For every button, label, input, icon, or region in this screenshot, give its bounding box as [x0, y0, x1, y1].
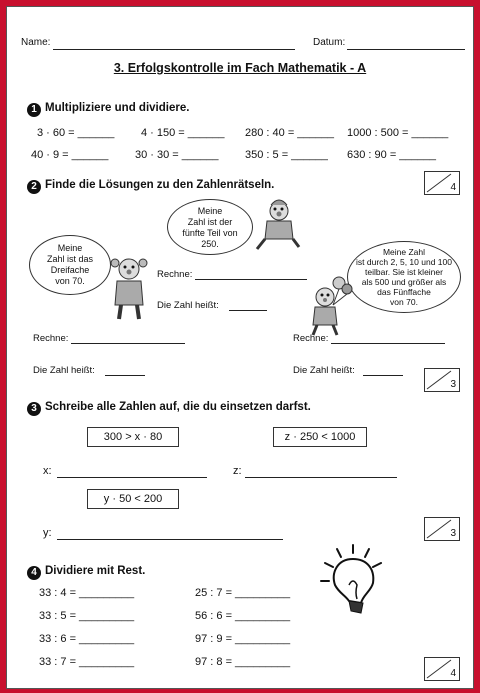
inequality-box-z: z · 250 < 1000	[273, 427, 367, 447]
division-task-left: 33 : 4 = _________	[39, 587, 135, 599]
speech-bubble-left	[29, 235, 111, 295]
section-1-heading	[27, 102, 189, 117]
section-3-heading	[27, 401, 311, 416]
date-field[interactable]	[347, 49, 465, 50]
bubble-text: Meine Zahl	[382, 247, 426, 257]
score-max: 3	[450, 379, 456, 390]
task-1c: 280 : 40 = ______	[245, 127, 334, 139]
zahl-label-middle: Die Zahl heißt:	[157, 300, 219, 311]
task-1g: 350 : 5 = ______	[245, 149, 328, 161]
clown-balloons-illustration	[303, 275, 353, 337]
bubble-text: Meine	[197, 206, 223, 216]
section-1-title: Multipliziere und dividiere.	[45, 102, 190, 114]
x-label: x:	[43, 465, 52, 477]
score-max: 4	[450, 182, 456, 193]
rechne-field-right[interactable]	[331, 343, 445, 344]
division-task-left: 33 : 7 = _________	[39, 656, 135, 668]
task-1a: 3 · 60 = ______	[37, 127, 115, 139]
section-number-badge: 4	[27, 566, 41, 580]
clown-sitting-illustration	[253, 197, 301, 253]
rechne-label-left: Rechne:	[157, 269, 193, 280]
zahl-label-right: Die Zahl heißt:	[293, 365, 355, 376]
score-box-4[interactable]	[424, 657, 460, 681]
score-box-1[interactable]	[424, 171, 460, 195]
score-max: 3	[450, 528, 456, 539]
zahl-field-left[interactable]	[105, 375, 145, 376]
section-3-title: Schreibe alle Zahlen auf, die du einsetzen darfst.	[45, 401, 311, 413]
division-task-right: 25 : 7 = _________	[195, 587, 291, 599]
rechne-field-middle[interactable]	[195, 279, 307, 280]
bubble-text: Dreifache	[50, 265, 90, 275]
score-box-3[interactable]	[424, 517, 460, 541]
rechne-field-left[interactable]	[71, 343, 185, 344]
bubble-text: als 500 und größer als	[361, 277, 447, 287]
lightbulb-icon	[313, 541, 393, 617]
division-task-right: 97 : 8 = _________	[195, 656, 291, 668]
zahl-field-middle[interactable]	[229, 310, 267, 311]
task-1d: 1000 : 500 = ______	[347, 127, 449, 139]
zahl-label-left: Die Zahl heißt:	[33, 365, 95, 376]
task-1h: 630 : 90 = ______	[347, 149, 436, 161]
worksheet-page	[6, 6, 474, 689]
page-title: 3. Erfolgskontrolle im Fach Mathematik - A	[113, 61, 367, 75]
rechne-label-left-bottom: Rechne:	[33, 333, 69, 344]
inequality-box-x: 300 > x · 80	[87, 427, 179, 447]
y-answer-field[interactable]	[57, 539, 283, 540]
bubble-text: 250.	[201, 239, 219, 249]
bubble-text: fünfte Teil von	[182, 228, 238, 238]
task-1e: 40 · 9 = ______	[31, 149, 109, 161]
score-box-2[interactable]	[424, 368, 460, 392]
name-label: Name:	[21, 37, 51, 48]
bubble-text: Zahl ist der	[187, 217, 233, 227]
bubble-text: von 70.	[390, 297, 418, 307]
section-4-heading	[27, 565, 145, 580]
division-task-left: 33 : 5 = _________	[39, 610, 135, 622]
score-max: 4	[450, 668, 456, 679]
name-field[interactable]	[53, 49, 295, 50]
bubble-text: das Fünffache	[377, 287, 431, 297]
rechne-label-right: Rechne:	[293, 333, 329, 344]
zahl-field-right[interactable]	[363, 375, 403, 376]
task-1b: 4 · 150 = ______	[141, 127, 225, 139]
bubble-text: teilbar. Sie ist kleiner	[365, 267, 443, 277]
speech-bubble-middle	[167, 199, 253, 255]
date-label: Datum:	[313, 37, 346, 48]
task-1f: 30 · 30 = ______	[135, 149, 219, 161]
division-task-left: 33 : 6 = _________	[39, 633, 135, 645]
inequality-box-y: y · 50 < 200	[87, 489, 179, 509]
division-task-right: 97 : 9 = _________	[195, 633, 291, 645]
speech-bubble-right	[347, 241, 461, 313]
section-number-badge: 2	[27, 180, 41, 194]
section-number-badge: 3	[27, 402, 41, 416]
clown-standing-illustration	[107, 255, 151, 323]
z-answer-field[interactable]	[245, 477, 397, 478]
bubble-text: Meine	[57, 243, 83, 253]
bubble-text: von 70.	[55, 276, 85, 286]
bubble-text: Zahl ist das	[46, 254, 94, 264]
bubble-text: ist durch 2, 5, 10 und 100	[356, 257, 452, 267]
section-2-title: Finde die Lösungen zu den Zahlenrätseln.	[45, 179, 275, 191]
division-task-right: 56 : 6 = _________	[195, 610, 291, 622]
z-label: z:	[233, 465, 242, 477]
section-2-heading	[27, 179, 274, 194]
section-number-badge: 1	[27, 103, 41, 117]
section-4-title: Dividiere mit Rest.	[45, 565, 146, 577]
y-label: y:	[43, 527, 52, 539]
x-answer-field[interactable]	[57, 477, 207, 478]
